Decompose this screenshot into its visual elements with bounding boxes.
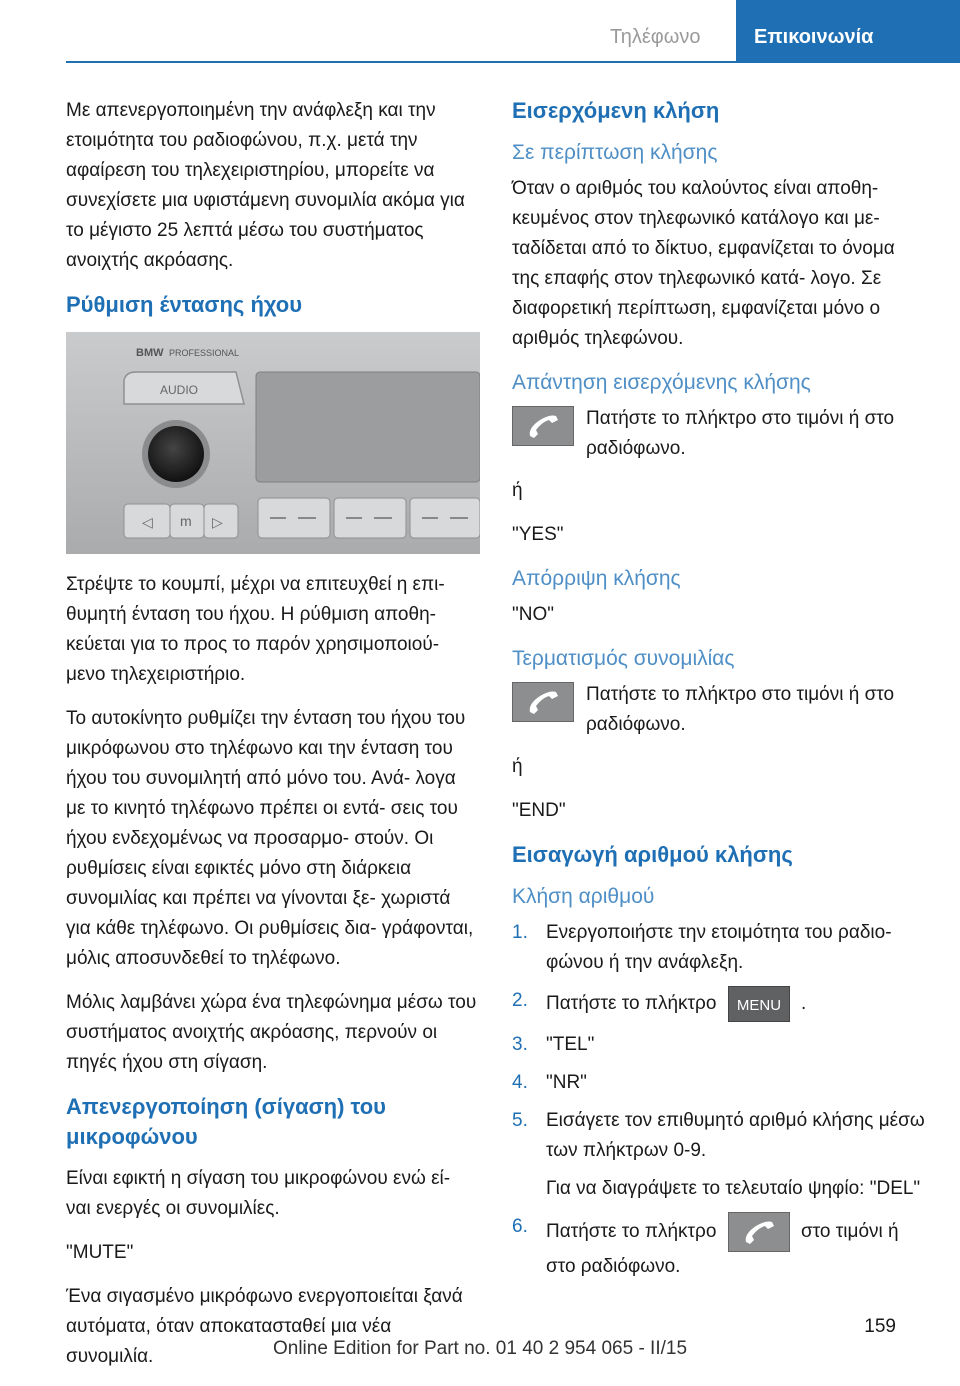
volume-paragraph-2: Το αυτοκίνητο ρυθμίζει την ένταση του ήχου του μικρόφωνου στο τηλέφωνο και την ένταση του ήχου του συνομιλητή από μόνο του. Ανά‐ λογα με το κινητό τηλέφωνο πρέπει οι εντά‐ σεις του ήχου ενδεχομένως να προσαρμο‐ στούν. Οι ρυθμίσεις είναι εφικτές μόνο στη διάρκεια συνομιλίας και πρέπει να γίνονται ξε‐ χωριστά για κάθε τηλέφωνο. Οι ρυθμίσεις δια‐ γράφονται, μόλις αποσυνδεθεί το τηλέφωνο. (66, 708, 474, 969)
intro-paragraph: Με απενεργοποιημένη την ανάφλεξη και την ετοιμότητα του ραδιοφώνου, π.χ. μετά την αφαίρεση του τηλεχειριστηρίου, μπορείτε να συνεχίσετε μια υφιστάμενη συνομιλία ακόμα για το μέγιστο 25 λεπτά μέσω του συστήματος ανοιχτής ακρόασης. (66, 100, 465, 271)
svg-text:◁: ◁ (142, 514, 153, 530)
volume-paragraph-3: Μόλις λαμβάνει χώρα ένα τηλεφώνημα μέσω του συστήματος ανοιχτής ακρόασης, περνούν οι πηγές ήχου στη σίγαση. (66, 992, 477, 1073)
step-number: 6. (512, 1216, 528, 1237)
right-column (512, 96, 926, 1290)
end-text: Πατήστε το πλήκτρο στο τιμόνι ή στο ραδιόφωνο. (586, 684, 895, 735)
end-heading: Τερματισμός συνομιλίας (512, 647, 735, 670)
step-number: 3. (512, 1034, 528, 1055)
reject-heading: Απόρριψη κλήσης (512, 567, 681, 590)
step-subtext: Για να διαγράψετε το τελευταίο ψηφίο: "DEL" (546, 1178, 921, 1199)
step-text-post: στο τιμόνι ή στο ραδιόφωνο. (546, 1221, 899, 1277)
end-command: "END" (512, 800, 566, 821)
volume-paragraph-1: Στρέψτε το κουμπί, μέχρι να επιτευχθεί η επι‐ θυμητή ένταση του ήχου. Η ρύθμιση αποθη‐ κεύεται για το προς το παρόν χρησιμοποιού‐ μενο τηλεχειριστήριο. (66, 574, 445, 685)
mute-paragraph-1: Είναι εφικτή η σίγαση του μικροφώνου ενώ εί‐ ναι ενεργές οι συνομιλίες. (66, 1168, 451, 1219)
header-tab-communication: Επικοινωνία (736, 0, 960, 62)
phone-button-icon (512, 406, 574, 446)
list-item (512, 1106, 926, 1204)
answer-heading: Απάντηση εισερχόμενης κλήσης (512, 371, 811, 394)
step-text: Πατήστε το πλήκτρο (546, 993, 717, 1015)
or-text-1: ή (512, 480, 523, 501)
radio-brand: BMW (136, 347, 164, 359)
header-tab-phone: Τηλέφωνο (610, 26, 701, 48)
left-column (66, 96, 480, 1386)
dial-heading: Εισαγωγή αριθμού κλήσης (512, 842, 793, 867)
list-item (512, 918, 926, 978)
answer-row (512, 404, 926, 464)
footer-edition: Online Edition for Part no. 01 40 2 954 065 - II/15 (272, 1338, 688, 1359)
step-number: 1. (512, 922, 528, 943)
volume-heading: Ρύθμιση έντασης ήχου (66, 292, 303, 317)
menu-button-icon (728, 986, 790, 1022)
volume-knob (148, 426, 204, 482)
radio-brand-sub: PROFESSIONAL (169, 348, 240, 358)
step-number: 4. (512, 1072, 528, 1093)
list-item (512, 1068, 926, 1098)
step-text: Ενεργοποιήστε την ετοιμότητα του ραδιο‐ φώνου ή την ανάφλεξη. (546, 922, 892, 973)
dial-steps (512, 918, 926, 1282)
phone-button-icon (512, 682, 574, 722)
step-text: "TEL" (546, 1034, 595, 1055)
step-number: 5. (512, 1110, 528, 1131)
dial-subheading: Κλήση αριθμού (512, 885, 655, 908)
step-text: Πατήστε το πλήκτρο (546, 1221, 717, 1243)
case-paragraph: Όταν ο αριθμός του καλούντος είναι αποθη‐ κευμένος στον τηλεφωνικό κατάλογο και με‐ ταδίδεται από το δίκτυο, εμφανίζεται το όνομα της επαφής στον τηλεφωνικό κατά‐ λογο. Σε διαφορετική περίπτωση, εμφανίζεται μόνο ο αριθμός τηλεφώνου. (512, 178, 895, 349)
list-item (512, 1030, 926, 1060)
svg-text:▷: ▷ (212, 514, 223, 530)
end-row (512, 680, 926, 740)
mute-heading: Απενεργοποίηση (σίγαση) του μικροφώνου (66, 1094, 386, 1149)
menu-label: MENU (736, 997, 781, 1014)
radio-unit-image (66, 332, 480, 554)
mute-command: "MUTE" (66, 1242, 134, 1263)
or-text-2: ή (512, 756, 523, 777)
step-number: 2. (512, 990, 528, 1011)
step-text: "NR" (546, 1072, 587, 1093)
list-item (512, 986, 926, 1022)
no-command: "NO" (512, 604, 554, 625)
page-number: 159 (864, 1316, 896, 1337)
list-item (512, 1212, 926, 1282)
yes-command: "YES" (512, 524, 564, 545)
m-button-label: m (180, 513, 192, 529)
step-text-post: . (800, 993, 807, 1015)
page-header (0, 0, 960, 62)
case-heading: Σε περίπτωση κλήσης (512, 141, 718, 164)
phone-button-icon (728, 1212, 790, 1252)
audio-button-label: AUDIO (160, 383, 199, 397)
mute-paragraph-2: Ένα σιγασμένο μικρόφωνο ενεργοποιείται ξανά αυτόματα, όταν αποκατασταθεί μια νέα συνομιλία. (66, 1286, 463, 1367)
step-text: Εισάγετε τον επιθυμητό αριθμό κλήσης μέσω των πλήκτρων 0-9. (546, 1110, 925, 1161)
answer-text: Πατήστε το πλήκτρο στο τιμόνι ή στο ραδιόφωνο. (586, 408, 895, 459)
incoming-heading: Εισερχόμενη κλήση (512, 98, 720, 123)
